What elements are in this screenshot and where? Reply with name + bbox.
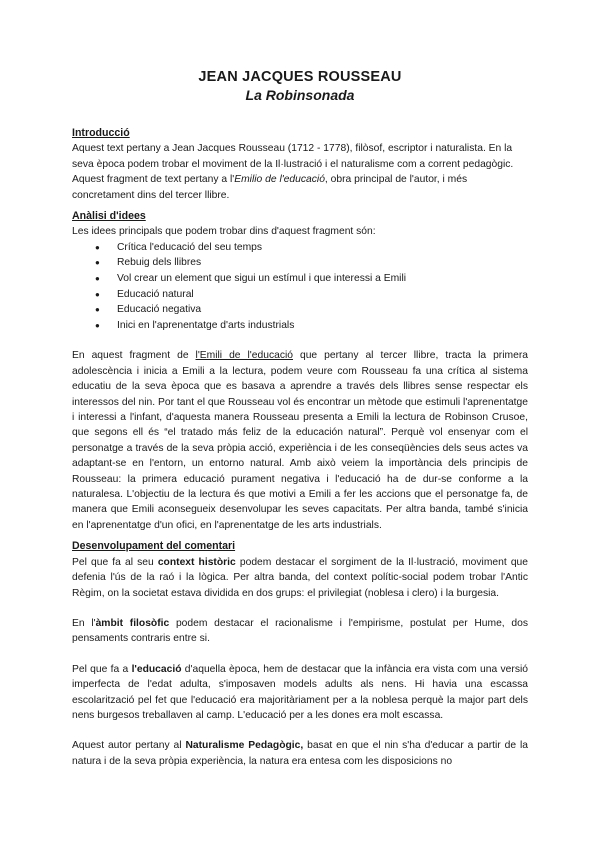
- list-item: ● Vol crear un element que sigui un estímul i que interessi a Emili: [105, 271, 528, 287]
- heading-desenvolupament: Desenvolupament del comentari: [72, 540, 236, 553]
- list-item: ● Educació natural: [105, 287, 528, 303]
- list-item: ● Educació negativa: [105, 302, 528, 318]
- document-subtitle: La Robinsonada: [245, 87, 355, 103]
- naturalisme-paragraph: Aquest autor pertany al Naturalisme Pedagògic, basat en que el nin s'ha d'educar a partir de la natura i de la seva pròpia experiència, la natura era entesa com les disposicions no: [72, 740, 528, 767]
- book-title: Emilio de l'educació: [234, 174, 325, 186]
- section-desenvolupament: [72, 539, 528, 769]
- analisi-paragraph: En aquest fragment de l'Emili de l'educació que pertany al tercer llibre, tracta la primera adolescència i inicia a Emili a la lectura, podem veure com Rousseau fa una crítica al sistema educatiu de la seva època que es basava a aprendre a través dels llibres sense respectar els interessos del nin. Por tant el que Rousseau vol és encontrar un mètode que estimuli l'aprenentatge i interessi a l'infant, d'aquesta manera Rousseau presenta a Emili la lectura de Robinson Crusoe, que segons ell és “el tratado más feliz de la educación natural”. Perquè vol ensenyar com el personatge a través de la seva pròpia acció, experiència i de les conseqüències dels seus actes va adaptant-se en l'entorn, un entorno natural. Amb això veiem la importància dels principis de Rousseau: la primera educació purament negativa i l'educació ha de dur-se conforme a la naturalesa. L'objectiu de la lectura és que motivi a Emili a fer les accions que el personatge fa, de manera que Emili aconsegueix desenvolupar les seves capacitats. Per altra banda, també s'inicia en l'aprenentatge d'un ofici, en l'aprenentatge de les arts industrials.: [72, 350, 528, 531]
- list-item: ● Crítica l'educació del seu temps: [105, 240, 528, 256]
- analisi-lead: Les idees principals que podem trobar dins d'aquest fragment són:: [72, 226, 376, 238]
- filosofic-paragraph: En l'àmbit filosòfic podem destacar el racionalisme i l'empirisme, postulat per Hume, dos pensaments contraris entre si.: [72, 617, 528, 645]
- list-item: ● Inici en l'aprenentatge d'arts industrials: [105, 318, 528, 334]
- educacio-paragraph: Pel que fa a l'educació d'aquella època, hem de destacar que la infància era vista com una versió imperfecta de l'edat adulta, s'imposaven models adults als nens. Hi havia una escassa escolarització pel fet que l'educació era majoritàriament per a la noblesa perquè la major part dels nens burgesos treballaven al camp. L'educació per a les dones era molt escassa.: [72, 663, 528, 721]
- book-link[interactable]: l'Emili de l'educació: [195, 350, 293, 362]
- context-paragraph: Pel que fa al seu context històric podem destacar el sorgiment de la Il·lustració, moviment que defenia l'ús de la raó i la lògica. Per altra banda, del context polític-social podem trobar l'Antic Règim, on la societat estava dividida en dos grups: el privilegiat (noblesa i clero) i la burgesia.: [72, 556, 528, 599]
- intro-paragraph: Aquest text pertany a Jean Jacques Rousseau (1712 - 1778), filòsof, escriptor i naturalista. En la seva època podem trobar el moviment de la Il·lustració i el naturalisme com a corrent pedagògic. Aquest fragment de text pertany a l'Emilio de l'educació, obra principal de l'autor, i més concretament dins del tercer llibre.: [72, 143, 514, 201]
- ideas-list: [72, 240, 528, 334]
- section-introduccio: [72, 126, 528, 203]
- section-analisi: [72, 209, 528, 533]
- heading-introduccio: Introducció: [72, 127, 130, 139]
- list-item: ● Rebuig dels llibres: [105, 255, 528, 271]
- heading-analisi: Anàlisi d'idees: [72, 210, 146, 223]
- document-title: JEAN JACQUES ROUSSEAU: [198, 69, 402, 85]
